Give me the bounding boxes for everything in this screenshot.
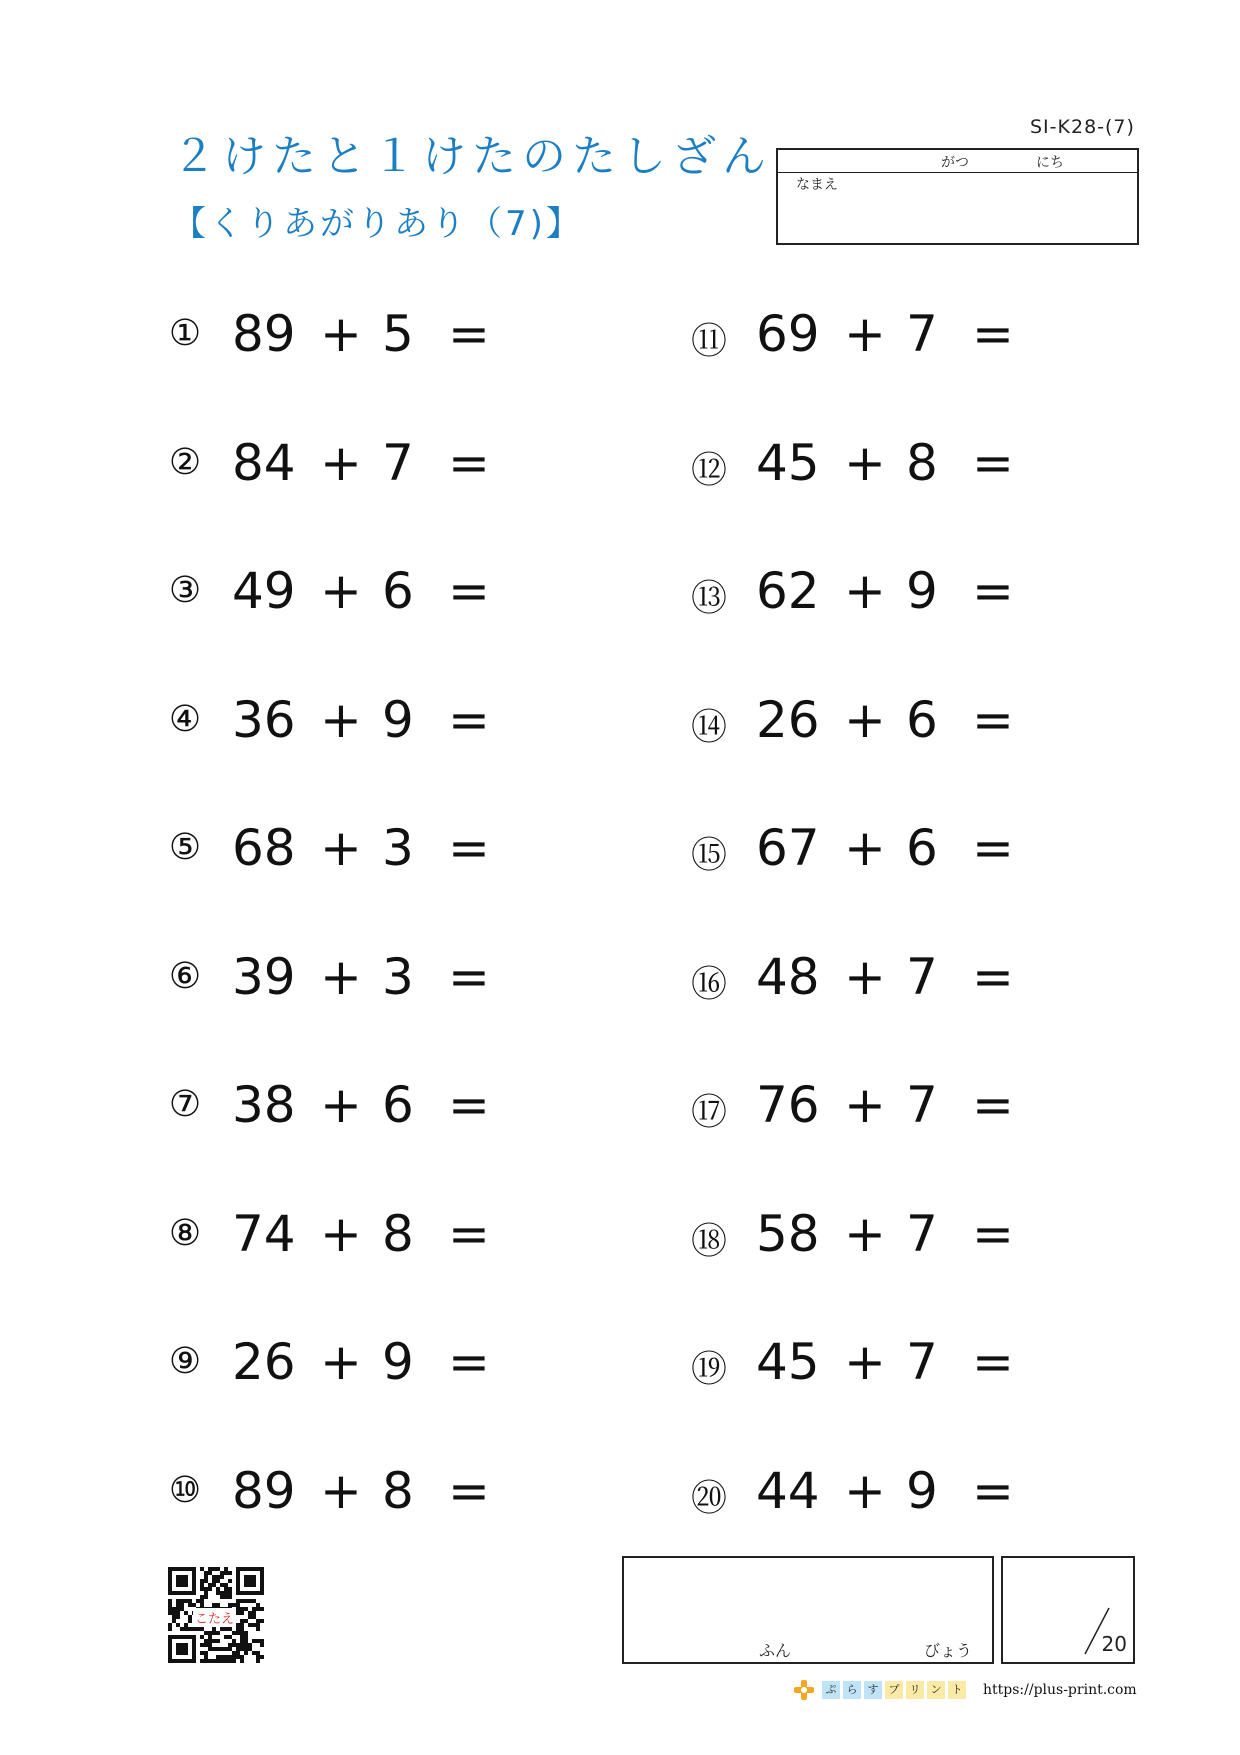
name-label: なまえ [796, 177, 838, 193]
problem-equals: = [448, 819, 490, 877]
problem-operator: + [320, 562, 362, 620]
problem-addend-a: 89 [232, 1461, 296, 1520]
problem-addend-a: 62 [756, 562, 820, 620]
problem-addend-a: 58 [756, 1204, 820, 1263]
problem-operator: + [320, 819, 362, 877]
problem-addend-b: 7 [906, 1076, 938, 1134]
problem-addend-b: 7 [906, 1333, 938, 1391]
problem-addend-a: 39 [232, 947, 296, 1006]
problem-operator: + [320, 1204, 362, 1263]
problem-addend-b: 6 [906, 690, 938, 749]
problem-addend-b: 6 [382, 1076, 414, 1134]
brand-tile: ト [948, 1681, 966, 1699]
problem-equals: = [448, 305, 490, 363]
problem-addend-a: 67 [756, 819, 820, 877]
problem-equals: = [448, 947, 490, 1006]
problem-addend-b: 9 [906, 562, 938, 620]
problem-equals: = [448, 1461, 490, 1520]
problem-operator: + [320, 690, 362, 749]
problem-number: ⑥ [168, 955, 202, 997]
plus-logo-icon [793, 1679, 815, 1701]
problem-number: ⑤ [168, 827, 202, 868]
problem-number: ⑧ [168, 1212, 202, 1254]
problem-operator: + [320, 1333, 362, 1391]
problem-equals: = [972, 819, 1014, 877]
brand-tile: プ [885, 1681, 903, 1699]
problem-number: ① [168, 313, 202, 354]
problem-addend-b: 8 [906, 433, 938, 492]
brand-tile: す [864, 1681, 882, 1699]
brand-tile: ン [927, 1681, 945, 1699]
problem-operator: + [844, 562, 886, 620]
problem-number: ⑰ [690, 1092, 727, 1133]
problem-addend-b: 7 [906, 1204, 938, 1263]
brand-tiles [822, 1681, 966, 1699]
problem-equals: = [972, 1076, 1014, 1134]
problem-number: ⑨ [168, 1341, 202, 1382]
score-total: 20 [1101, 1632, 1127, 1656]
problem-number: ⑭ [690, 706, 727, 748]
problem-addend-b: 3 [382, 947, 414, 1006]
problem-equals: = [972, 433, 1014, 492]
problem-number: ⑪ [690, 321, 727, 362]
problem-addend-a: 38 [232, 1076, 296, 1134]
problem-equals: = [972, 562, 1014, 620]
problem-operator: + [320, 1461, 362, 1520]
problem-equals: = [448, 1204, 490, 1263]
problem-number: ④ [168, 698, 202, 740]
footer-url[interactable]: https://plus-print.com [983, 1682, 1137, 1698]
problem-addend-b: 7 [906, 947, 938, 1006]
problem-operator: + [844, 1461, 886, 1520]
problem-addend-b: 9 [906, 1461, 938, 1520]
problem-equals: = [448, 1333, 490, 1391]
problem-addend-b: 7 [382, 433, 414, 492]
problem-addend-b: 8 [382, 1204, 414, 1263]
problem-addend-b: 5 [382, 305, 414, 363]
problem-addend-a: 45 [756, 433, 820, 492]
brand-tile: リ [906, 1681, 924, 1699]
worksheet-code: SI-K28-(7) [1030, 116, 1135, 138]
problem-operator: + [844, 433, 886, 492]
problem-equals: = [448, 433, 490, 492]
problem-addend-a: 26 [232, 1333, 296, 1391]
problem-number: ⑲ [690, 1349, 727, 1390]
problem-addend-a: 48 [756, 947, 820, 1006]
problem-addend-a: 26 [756, 690, 820, 749]
problem-operator: + [844, 305, 886, 363]
problem-number: ③ [168, 570, 202, 611]
problem-number: ⑱ [690, 1220, 727, 1262]
problem-number: ⑦ [168, 1084, 202, 1125]
problem-addend-a: 45 [756, 1333, 820, 1391]
problem-addend-a: 36 [232, 690, 296, 749]
problem-operator: + [320, 433, 362, 492]
seconds-label: びょう [924, 1641, 973, 1660]
problem-addend-b: 8 [382, 1461, 414, 1520]
problem-addend-a: 49 [232, 562, 296, 620]
problem-equals: = [972, 1461, 1014, 1520]
day-label: にち [1036, 155, 1064, 171]
footer-brand [793, 1678, 1137, 1702]
brand-tile: ぷ [822, 1681, 840, 1699]
problem-operator: + [844, 1333, 886, 1391]
qr-answer-label: こたえ [193, 1608, 236, 1627]
problem-equals: = [448, 1076, 490, 1134]
problem-number: ⑬ [690, 578, 727, 619]
problem-number: ⑫ [690, 449, 727, 491]
problem-equals: = [972, 690, 1014, 749]
problem-addend-a: 89 [232, 305, 296, 363]
score-box [1001, 1556, 1135, 1664]
problem-addend-b: 9 [382, 690, 414, 749]
page-title: ２けたと１けたのたしざん [172, 131, 772, 182]
problem-operator: + [844, 1076, 886, 1134]
minutes-label: ふん [759, 1641, 792, 1660]
problem-addend-b: 9 [382, 1333, 414, 1391]
problem-operator: + [844, 947, 886, 1006]
problem-addend-a: 74 [232, 1204, 296, 1263]
problem-number: ⑮ [690, 835, 727, 876]
problem-addend-a: 84 [232, 433, 296, 492]
problem-addend-a: 69 [756, 305, 820, 363]
problem-addend-b: 7 [906, 305, 938, 363]
problem-number: ⑳ [690, 1477, 727, 1519]
problem-addend-b: 6 [382, 562, 414, 620]
problem-operator: + [844, 819, 886, 877]
problem-addend-a: 44 [756, 1461, 820, 1520]
problem-equals: = [972, 1333, 1014, 1391]
problem-addend-b: 6 [906, 819, 938, 877]
problem-operator: + [320, 1076, 362, 1134]
problem-addend-a: 68 [232, 819, 296, 877]
problem-number: ⑩ [168, 1469, 202, 1511]
month-label: がつ [941, 155, 969, 171]
time-box [622, 1556, 994, 1664]
problem-addend-b: 3 [382, 819, 414, 877]
problem-operator: + [320, 305, 362, 363]
brand-tile: ら [843, 1681, 861, 1699]
problem-operator: + [320, 947, 362, 1006]
problem-equals: = [448, 562, 490, 620]
problem-equals: = [972, 305, 1014, 363]
problem-equals: = [448, 690, 490, 749]
problem-equals: = [972, 947, 1014, 1006]
problem-operator: + [844, 690, 886, 749]
page-subtitle: 【くりあがりあり（7)】 [172, 204, 583, 244]
problem-equals: = [972, 1204, 1014, 1263]
problem-operator: + [844, 1204, 886, 1263]
problem-addend-a: 76 [756, 1076, 820, 1134]
problem-number: ② [168, 441, 202, 483]
problem-number: ⑯ [690, 963, 727, 1005]
